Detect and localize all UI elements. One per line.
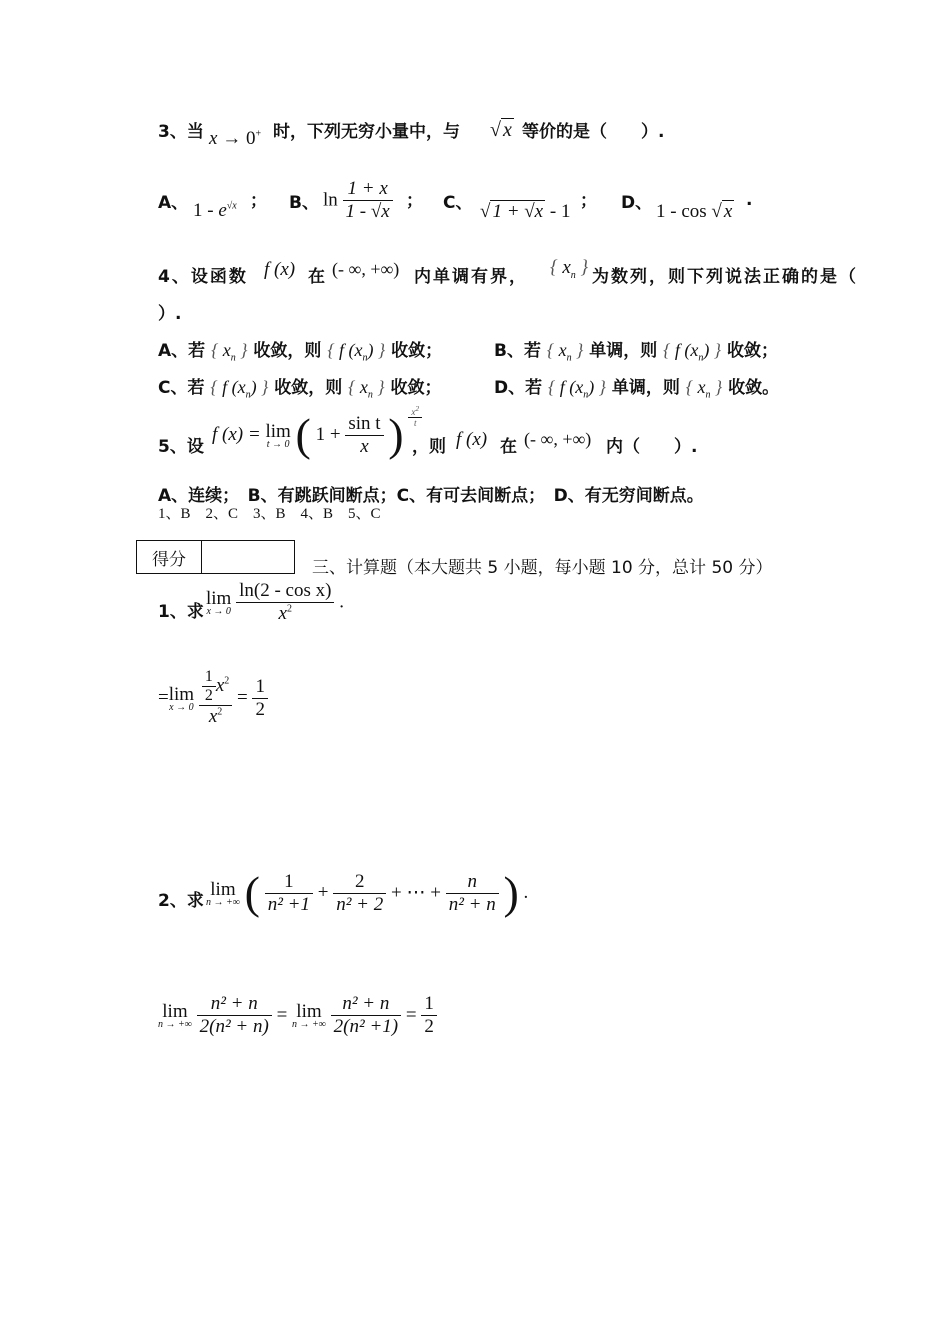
q3-option-d-expr: 1 - cos √ x (656, 201, 733, 222)
q4-interval: (- ∞, +∞) (332, 259, 400, 279)
q3-option-c-expr: √ 1 + √x - 1 (480, 201, 571, 222)
q3-option-b-expr: ln $\frac{1 + x}{1 - √x}$ (323, 178, 393, 223)
q3-option-a-expr: $1 - e^{√x}$ (193, 200, 237, 221)
q3-sep-b: ； (406, 191, 423, 211)
c2-formula: lim n → +∞ ( $\frac{1}{\text{n² +1}}$ + $\frac{2}{\text{n² + 2}}$ + ⋯ + $\frac{n}{\text{n² + n}}$ ) . (206, 867, 529, 918)
q4-stem3: ）. (158, 304, 182, 324)
c2-solution: lim n → +∞ $\frac{\text{n² + n}}{\text{2(n² + n)}}$ = lim n → +∞ $\frac{\text{n² + n}}{\text{2(n² +1)}}$ = $\frac{1}{2}$ (158, 993, 437, 1038)
q4-stem: 内单调有界， (414, 267, 528, 287)
q3-condition: x → 0+ (209, 128, 262, 149)
q3-sqrt-x: √ x (490, 119, 512, 141)
q3-sep-c: ； (580, 191, 597, 211)
q4-fx: f (x) (264, 259, 296, 280)
q3-option-b-label: B、 (289, 193, 319, 213)
answer-key: 1、B 2、C 3、B 4、B 5、C (158, 506, 381, 522)
q3-stem: 时，下列无穷小量中，与 (273, 122, 460, 142)
c1-formula: lim x → 0 $\frac{\text{ln(2 - cos x)}}{x^2}$ . (206, 580, 344, 624)
q3-stem-end: 等价的是（ ）. (522, 122, 665, 142)
q4-option-d: D、若 { f $(x_n)$ } 单调，则 { $x_n$ } 收敛。 (494, 377, 780, 401)
q5-prefix: 5、设 (158, 437, 204, 457)
c1-prefix: 1、求 (158, 602, 204, 622)
q5-interval: (- ∞, +∞) (524, 429, 592, 449)
q3-option-c-label: C、 (443, 193, 473, 213)
q4-prefix: 4、设函数 (158, 267, 248, 287)
q5-stem-end: 内（ ）. (606, 437, 698, 457)
q4-stem2: 为数列，则下列说法正确的是（ (592, 267, 858, 287)
section-title: 三、计算题（本大题共 5 小题，每小题 10 分，总计 50 分） (312, 558, 773, 578)
c2-prefix: 2、求 (158, 891, 204, 911)
score-label: 得分 (137, 541, 202, 574)
q4-seq: { $x_n$ } (550, 257, 589, 281)
q3-prefix: 3、当 (158, 122, 204, 142)
q3-option-d-label: D、 (621, 193, 653, 213)
q3-end: . (746, 190, 753, 210)
q3-option-a-label: A、 (158, 193, 189, 213)
q3-sep-a: ； (250, 191, 267, 211)
q4-option-c: C、若 { f $(x_n)$ } 收敛，则 { $x_n$ } 收敛； (158, 377, 442, 401)
q4-in: 在 (308, 267, 325, 287)
c1-solution: =lim x → 0 $\frac{1}{2}$ $x^2$ $x^2$ = $\frac{1}{2}$ (158, 668, 268, 728)
q5-in: 在 (500, 437, 517, 457)
score-box (136, 540, 295, 574)
q4-option-a: A、若 { $x_n$ } 收敛，则 { f $(x_n)$ } 收敛； (158, 340, 443, 364)
q4-option-b: B、若 { $x_n$ } 单调，则 { f $(x_n)$ } 收敛； (494, 340, 778, 364)
q5-formula: f (x) = lim t → 0 ( 1 + $\frac{\text{sin t}}{x}$ ) $\frac{x^2}{t}$ (212, 412, 422, 458)
q5-stem: ，则 (412, 437, 446, 457)
q5-options: A、连续； B、有跳跃间断点；C、有可去间断点； D、有无穷间断点。 (158, 486, 704, 506)
score-field[interactable] (202, 541, 295, 574)
q5-fx2: f (x) (456, 429, 488, 450)
